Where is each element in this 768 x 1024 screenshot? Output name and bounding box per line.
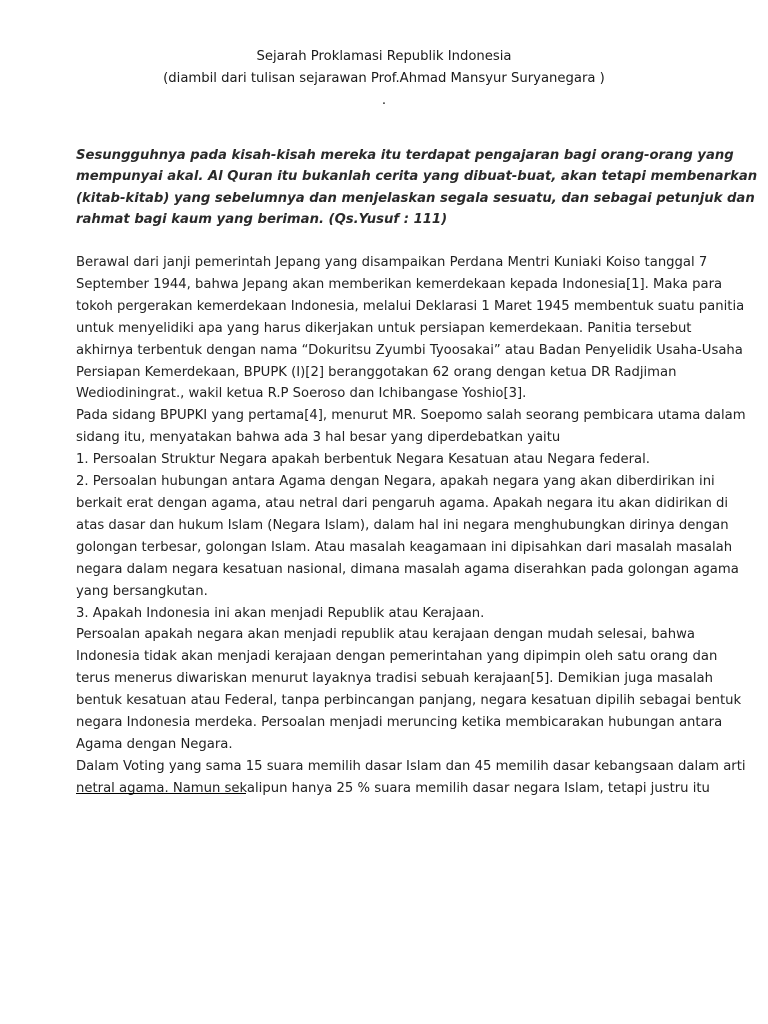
footnote-separator	[76, 793, 246, 794]
body-line: tokoh pergerakan kemerdekaan Indonesia, melalui Deklarasi 1 Maret 1945 membentuk suatu panitia	[76, 298, 745, 314]
body-line: Agama dengan Negara.	[76, 736, 233, 752]
document-subtitle: (diambil dari tulisan sejarawan Prof.Ahmad Mansyur Suryanegara )	[163, 71, 605, 86]
body-line: Wediodiningrat., wakil ketua R.P Soeroso dan Ichibangase Yoshio[3].	[76, 386, 527, 402]
list-item-1: 1. Persoalan Struktur Negara apakah berbentuk Negara Kesatuan atau Negara federal.	[76, 452, 650, 468]
body-text	[76, 252, 746, 800]
body-line: September 1944, bahwa Jepang akan memberikan kemerdekaan kepada Indonesia[1]. Maka para	[76, 276, 723, 292]
body-line: golongan terbesar, golongan Islam. Atau masalah keagamaan ini dipisahkan dari masalah masalah	[76, 539, 733, 555]
body-line: negara Indonesia merdeka. Persoalan menjadi meruncing ketika membicarakan hubungan antara	[76, 715, 723, 731]
body-line: Pada sidang BPUPKI yang pertama[4], menurut MR. Soepomo salah seorang pembicara utama dalam	[76, 408, 746, 424]
body-line: negara dalam negara kesatuan nasional, dimana masalah agama diserahkan pada golongan agama	[76, 561, 739, 577]
document-title: Sejarah Proklamasi Republik Indonesia	[256, 49, 512, 64]
quran-quote	[76, 145, 758, 231]
body-line: yang bersangkutan.	[76, 583, 208, 599]
body-line: Persoalan apakah negara akan menjadi republik atau kerajaan dengan mudah selesai, bahwa	[76, 627, 695, 643]
body-line: akhirnya terbentuk dengan nama “Dokuritsu Zyumbi Tyoosakai” atau Badan Penyelidik Usaha-Usaha	[76, 342, 743, 358]
title-dot: .	[381, 93, 387, 108]
body-line: netral agama. Namun sekalipun hanya 25 % suara memilih dasar negara Islam, tetapi justru itu	[76, 780, 710, 796]
body-line: Dalam Voting yang sama 15 suara memilih dasar Islam dan 45 memilih dasar kebangsaan dalam arti	[76, 758, 746, 774]
body-line: Indonesia tidak akan menjadi kerajaan dengan pemerintahan yang dipimpin oleh satu orang dan	[76, 649, 718, 665]
body-line: terus menerus diwariskan menurut layaknya tradisi sebuah kerajaan[5]. Demikian juga masalah	[76, 671, 713, 687]
body-line: sidang itu, menyatakan bahwa ada 3 hal besar yang diperdebatkan yaitu	[76, 430, 561, 446]
quote-line: mempunyai akal. Al Quran itu bukanlah cerita yang dibuat-buat, akan tetapi membenarkan	[76, 169, 758, 185]
body-line: bentuk kesatuan atau Federal, tanpa perbincangan panjang, negara kesatuan dipilih sebagai bentuk	[76, 693, 742, 709]
quote-line: Sesungguhnya pada kisah-kisah mereka itu terdapat pengajaran bagi orang-orang yang	[76, 148, 734, 163]
quote-line: (kitab-kitab) yang sebelumnya dan menjelaskan segala sesuatu, dan sebagai petunjuk dan	[76, 190, 755, 206]
list-item-3: 3. Apakah Indonesia ini akan menjadi Republik atau Kerajaan.	[76, 605, 485, 621]
body-line: untuk menyelidiki apa yang harus dikerjakan untuk persiapan kemerdekaan. Panitia tersebut	[76, 320, 692, 336]
body-line: berkait erat dengan agama, atau netral dari pengaruh agama. Apakah negara itu akan didirikan di	[76, 495, 729, 511]
body-line: Berawal dari janji pemerintah Jepang yang disampaikan Perdana Mentri Kuniaki Koiso tanggal 7	[76, 255, 708, 270]
list-item-2: 2. Persoalan hubungan antara Agama dengan Negara, apakah negara yang akan diberdirikan ini	[76, 474, 715, 490]
quote-line: rahmat bagi kaum yang beriman. (Qs.Yusuf : 111)	[76, 212, 448, 228]
body-line: Persiapan Kemerdekaan, BPUPK (I)[2] beranggotakan 62 orang dengan ketua DR Radjiman	[76, 364, 677, 380]
body-line: atas dasar dan hukum Islam (Negara Islam), dalam hal ini negara menghubungkan dirinya dengan	[76, 517, 729, 533]
